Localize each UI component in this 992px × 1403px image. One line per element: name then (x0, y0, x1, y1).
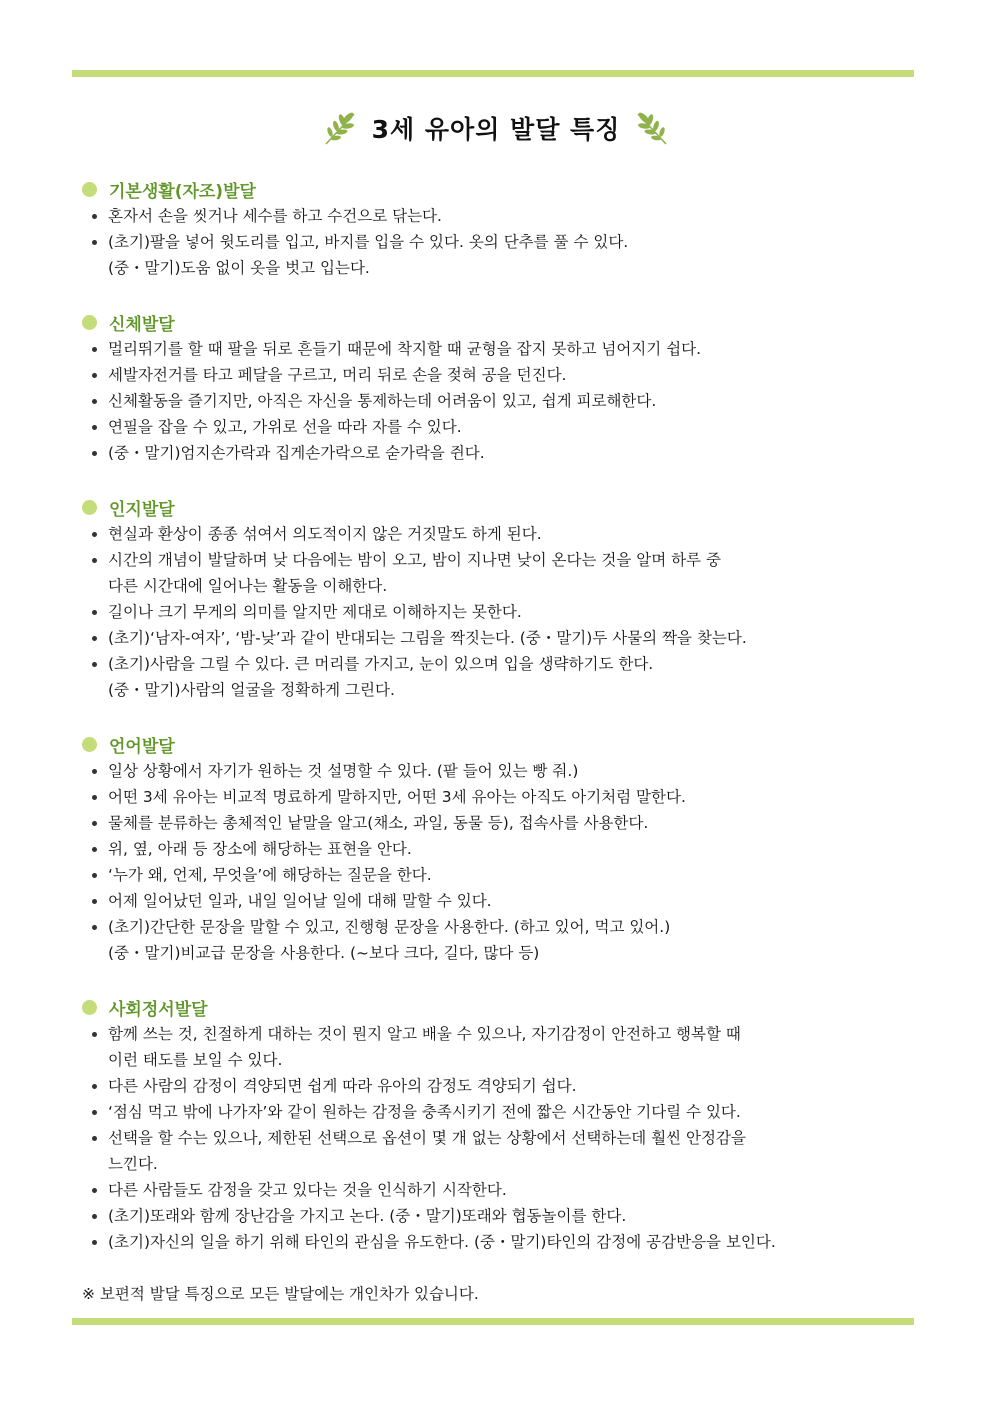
list-item (82, 388, 912, 414)
list-item (82, 1203, 912, 1229)
list-item (82, 1021, 912, 1073)
bullet-list (82, 521, 912, 703)
list-item-text: 현실과 환상이 종종 섞여서 의도적이지 않은 거짓말도 하게 된다. (108, 525, 542, 543)
list-item-text: 함께 쓰는 것, 친절하게 대하는 것이 뭔지 알고 배울 수 있으나, 자기감정이 안전하고 행복할 때 (108, 1025, 741, 1043)
list-item (82, 203, 912, 229)
list-item (82, 362, 912, 388)
section-header (82, 176, 912, 202)
section-social-emotional (82, 994, 912, 1255)
list-item-text: 다른 사람들도 감정을 갖고 있다는 것을 인식하기 시작한다. (108, 1181, 507, 1199)
list-item (82, 1125, 912, 1177)
list-item-text: (초기)사람을 그릴 수 있다. 큰 머리를 가지고, 눈이 있으며 입을 생략하기도 한다. (108, 655, 654, 673)
section-cognitive (82, 494, 912, 703)
list-item (82, 836, 912, 862)
section-header (82, 731, 912, 757)
list-item (82, 862, 912, 888)
list-item-text: 길이나 크기 무게의 의미를 알지만 제대로 이해하지는 못한다. (108, 603, 522, 621)
list-item (82, 521, 912, 547)
list-item-text: 다른 시간대에 일어나는 활동을 이해한다. (108, 577, 388, 595)
list-item (82, 547, 912, 599)
section-bullet-icon (82, 1000, 97, 1015)
list-item (82, 1229, 912, 1255)
list-item (82, 1177, 912, 1203)
section-heading: 신체발달 (109, 314, 175, 335)
list-item-text: 이런 태도를 보일 수 있다. (108, 1051, 283, 1069)
list-item (82, 625, 912, 651)
list-item (82, 440, 912, 466)
list-item (82, 810, 912, 836)
list-item (82, 651, 912, 703)
laurel-branch-left-icon (320, 108, 360, 148)
section-header (82, 994, 912, 1020)
section-heading: 사회정서발달 (109, 999, 208, 1020)
bottom-divider (72, 1318, 914, 1325)
bullet-list (82, 1021, 912, 1255)
section-physical (82, 309, 912, 466)
list-item (82, 888, 912, 914)
list-item-text: ‘점심 먹고 밖에 나가자’와 같이 원하는 감정을 충족시키기 전에 짧은 시간동안 기다릴 수 있다. (108, 1103, 741, 1121)
laurel-branch-right-icon (632, 108, 672, 148)
list-item-text: (초기)또래와 함께 장난감을 가지고 논다. (중・말기)또래와 협동놀이를 한다. (108, 1207, 627, 1225)
footnote: ※ 보편적 발달 특징으로 모든 발달에는 개인차가 있습니다. (82, 1285, 479, 1303)
list-item (82, 599, 912, 625)
list-item-text: 위, 옆, 아래 등 장소에 해당하는 표현을 안다. (108, 840, 412, 858)
list-item-text: (초기)팔을 넣어 윗도리를 입고, 바지를 입을 수 있다. 옷의 단추를 풀 수 있다. (108, 233, 629, 251)
list-item-text: 물체를 분류하는 총체적인 낱말을 알고(채소, 과일, 동물 등), 접속사를 사용한다. (108, 814, 649, 832)
bullet-list (82, 203, 912, 281)
list-item-text: ‘누가 왜, 언제, 무엇을’에 해당하는 질문을 한다. (108, 866, 432, 884)
list-item (82, 758, 912, 784)
list-item (82, 414, 912, 440)
section-header (82, 494, 912, 520)
top-divider (72, 70, 914, 77)
list-item-text: (중・말기)도움 없이 옷을 벗고 입는다. (108, 259, 370, 277)
list-item-text: 선택을 할 수는 있으나, 제한된 선택으로 옵션이 몇 개 없는 상황에서 선택하는데 훨씬 안정감을 (108, 1129, 746, 1147)
list-item (82, 1099, 912, 1125)
list-item (82, 914, 912, 966)
list-item-text: 연필을 잡을 수 있고, 가위로 선을 따라 자를 수 있다. (108, 418, 462, 436)
list-item-text: 다른 사람의 감정이 격양되면 쉽게 따라 유아의 감정도 격양되기 쉽다. (108, 1077, 577, 1095)
list-item-text: 세발자전거를 타고 페달을 구르고, 머리 뒤로 손을 젖혀 공을 던진다. (108, 366, 567, 384)
list-item-text: 멀리뛰기를 할 때 팔을 뒤로 흔들기 때문에 착지할 때 균형을 잡지 못하고 넘어지기 쉽다. (108, 340, 702, 358)
list-item (82, 229, 912, 281)
bullet-list (82, 758, 912, 966)
title-banner (0, 100, 992, 156)
list-item (82, 784, 912, 810)
section-basic-life-skills (82, 176, 912, 281)
section-heading: 언어발달 (109, 736, 175, 757)
section-bullet-icon (82, 500, 97, 515)
list-item (82, 336, 912, 362)
list-item-text: (초기)간단한 문장을 말할 수 있고, 진행형 문장을 사용한다. (하고 있어, 먹고 있어.) (108, 918, 671, 936)
section-header (82, 309, 912, 335)
section-bullet-icon (82, 182, 97, 197)
list-item-text: 혼자서 손을 씻거나 세수를 하고 수건으로 닦는다. (108, 207, 442, 225)
document-title: 3세 유아의 발달 특징 (371, 115, 621, 144)
list-item-text: (초기)‘남자-여자’, ‘밤-낮’과 같이 반대되는 그림을 짝짓는다. (중・말기)두 사물의 짝을 찾는다. (108, 629, 747, 647)
list-item-text: 시간의 개념이 발달하며 낮 다음에는 밤이 오고, 밤이 지나면 낮이 온다는 것을 알며 하루 중 (108, 551, 721, 569)
list-item-text: 느낀다. (108, 1155, 158, 1173)
list-item-text: (중・말기)비교급 문장을 사용한다. (~보다 크다, 길다, 많다 등) (108, 944, 540, 962)
list-item-text: (중・말기)엄지손가락과 집게손가락으로 숟가락을 쥔다. (108, 444, 485, 462)
document-body (82, 176, 912, 1307)
list-item-text: 일상 상황에서 자기가 원하는 것 설명할 수 있다. (팥 들어 있는 빵 줘.) (108, 762, 579, 780)
list-item (82, 1073, 912, 1099)
section-heading: 인지발달 (109, 499, 175, 520)
list-item-text: 어떤 3세 유아는 비교적 명료하게 말하지만, 어떤 3세 유아는 아직도 아기처럼 말한다. (108, 788, 686, 806)
bullet-list (82, 336, 912, 466)
list-item-text: (중・말기)사람의 얼굴을 정확하게 그린다. (108, 681, 395, 699)
section-bullet-icon (82, 737, 97, 752)
list-item-text: (초기)자신의 일을 하기 위해 타인의 관심을 유도한다. (중・말기)타인의 감정에 공감반응을 보인다. (108, 1233, 776, 1251)
list-item-text: 신체활동을 즐기지만, 아직은 자신을 통제하는데 어려움이 있고, 쉽게 피로해한다. (108, 392, 657, 410)
list-item-text: 어제 일어났던 일과, 내일 일어날 일에 대해 말할 수 있다. (108, 892, 492, 910)
section-language (82, 731, 912, 966)
section-heading: 기본생활(자조)발달 (109, 181, 256, 202)
section-bullet-icon (82, 315, 97, 330)
